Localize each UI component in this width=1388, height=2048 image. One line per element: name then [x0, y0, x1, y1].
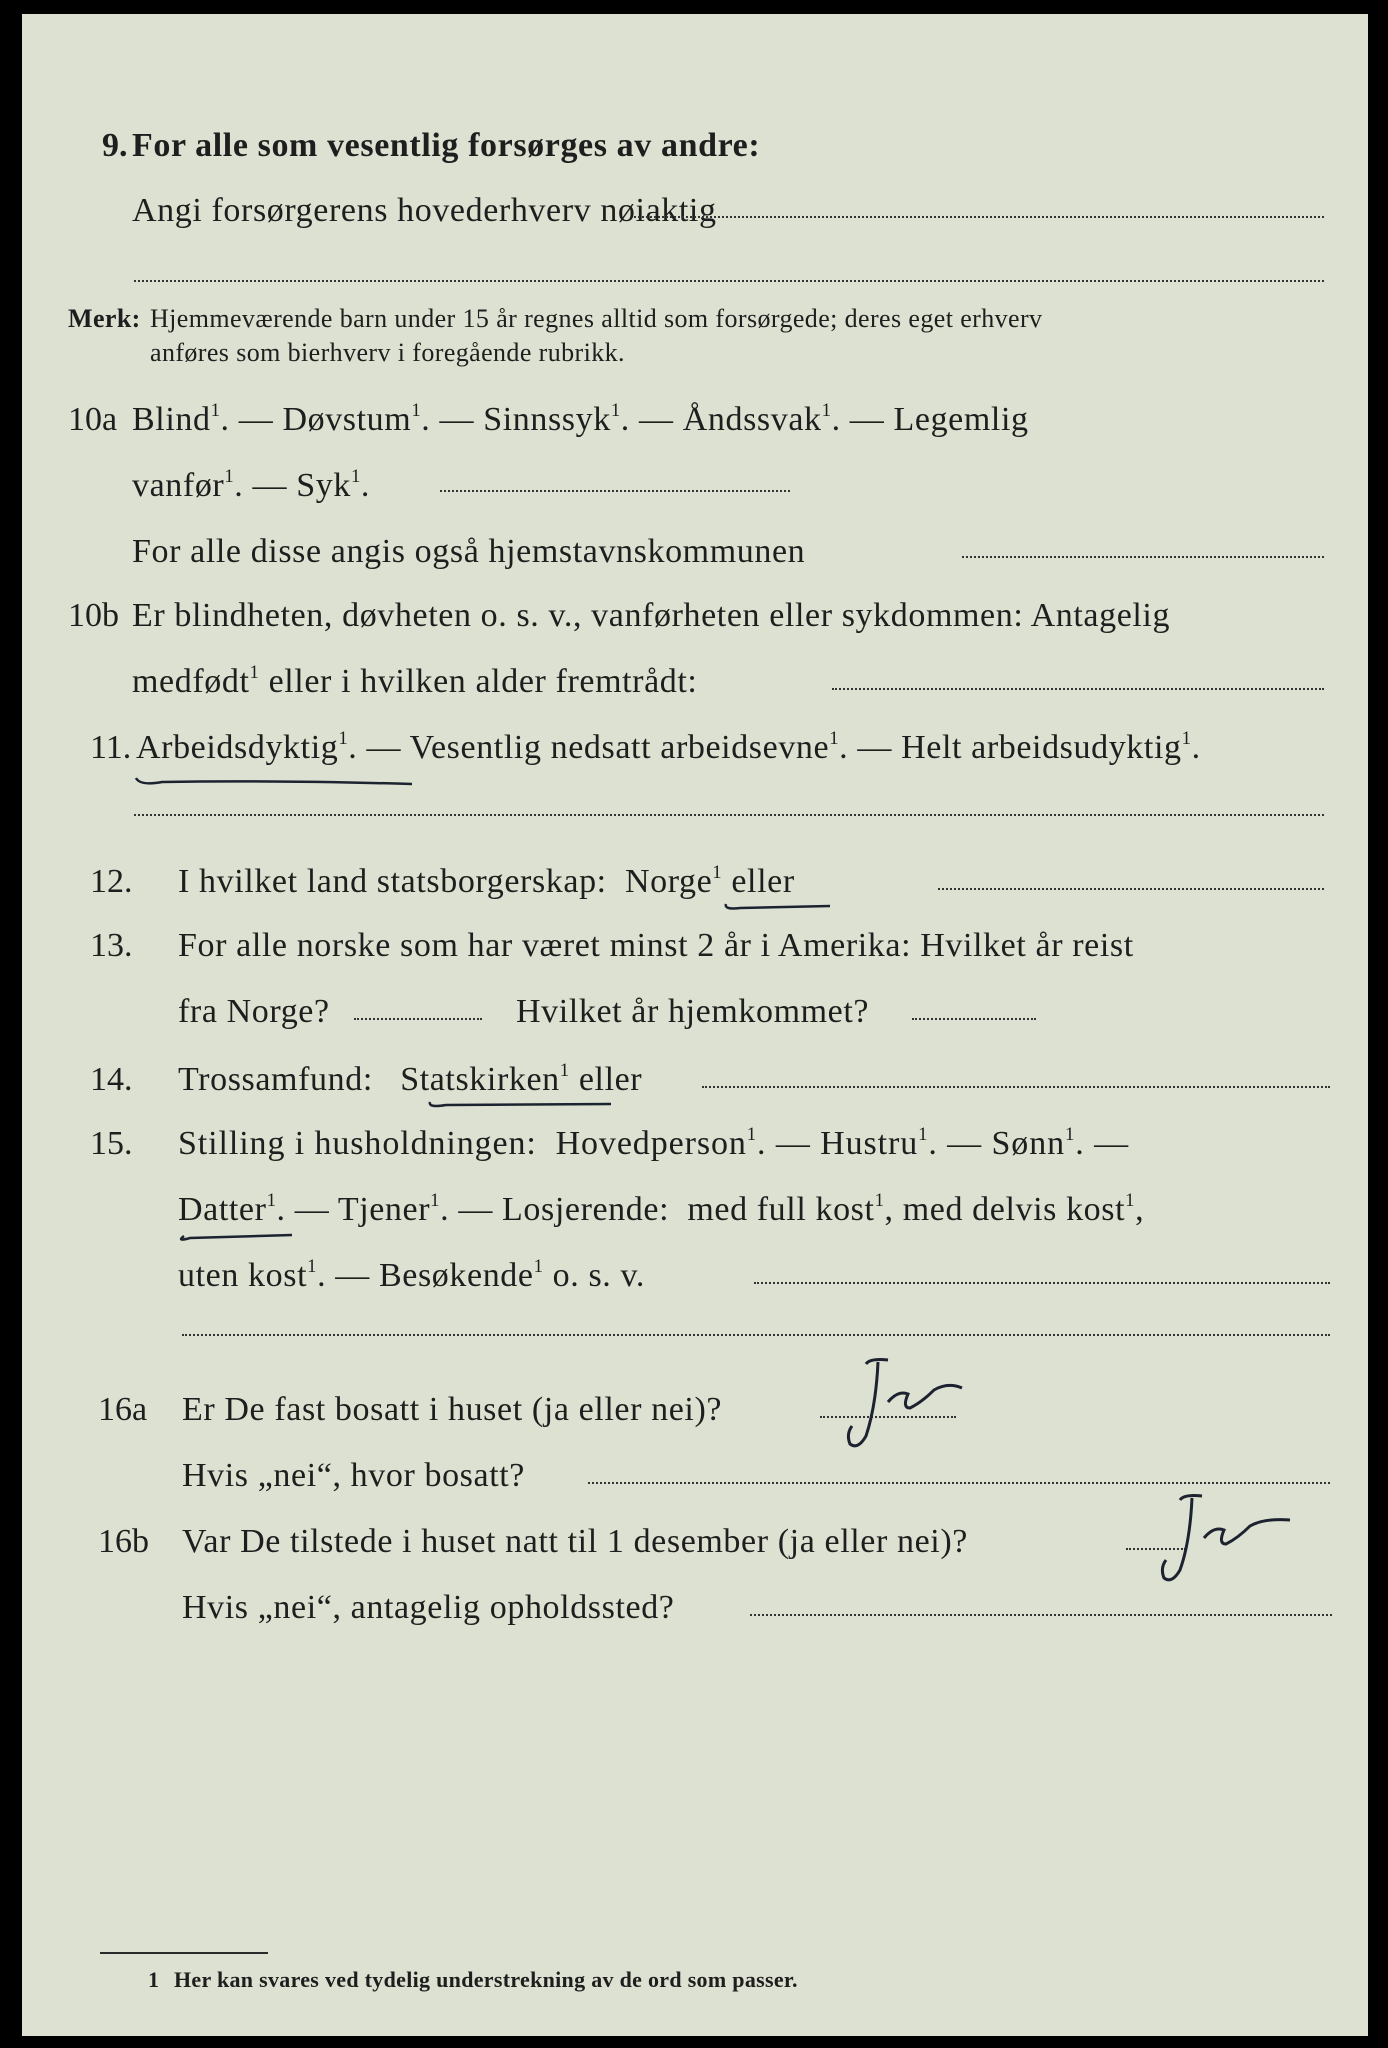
q13-line1: For alle norske som har været minst 2 år i Amerika: Hvilket år reist [178, 927, 1134, 964]
q10b-answer-line[interactable] [832, 688, 1324, 690]
q10a-number: 10a [68, 401, 118, 438]
q13-reist-line[interactable] [354, 1018, 482, 1020]
q13-hjemkommet-line[interactable] [912, 1018, 1036, 1020]
census-form-page [22, 14, 1368, 2036]
footnote-text: Her kan svares ved tydelig understrekning av de ord som passer. [174, 1967, 798, 1992]
option-medfodt[interactable]: medfødt [132, 663, 250, 700]
option-delvis-kost[interactable]: med delvis kost [902, 1191, 1126, 1228]
option-datter[interactable]: Datter [178, 1191, 267, 1228]
footnote-mark: 1 [148, 1967, 160, 1992]
option-sonn[interactable]: Sønn [991, 1125, 1065, 1162]
option-besokende[interactable]: Besøkende [379, 1257, 534, 1294]
q16b-number: 16b [98, 1523, 149, 1560]
q16a-handwritten-answer [822, 1346, 972, 1456]
merk-line1: Hjemmeværende barn under 15 år regnes alltid som forsørgede; deres eget erhverv [150, 304, 1043, 333]
q15-line3: uten kost$^1$. — Besøkende$^1$ o. s. v. [178, 1255, 645, 1294]
option-statskirken[interactable]: Statskirken [400, 1061, 560, 1098]
q15-line2: Datter$^1$. — Tjener$^1$. — Losjerende: med full kost$^1$, med delvis kost$^1$, [178, 1189, 1145, 1228]
q12-line: I hvilket land statsborgerskap: Norge$^1$ eller [178, 861, 795, 900]
q11-line: Arbeidsdyktig$^1$. — Vesentlig nedsatt arbeidsevne$^1$. — Helt arbeidsudyktig$^1$. [136, 727, 1201, 766]
q12-number: 12. [90, 863, 133, 900]
q16a-line2: Hvis „nei“, hvor bosatt? [182, 1457, 525, 1494]
q16b-handwritten-answer [1132, 1484, 1302, 1594]
option-hustru[interactable]: Hustru [820, 1125, 919, 1162]
underline-datter-mark [172, 1222, 302, 1246]
q15-number: 15. [90, 1125, 133, 1162]
q16b-line2: Hvis „nei“, antagelig opholdssted? [182, 1589, 675, 1626]
q9-answer-line[interactable] [634, 216, 1324, 218]
option-syk[interactable]: Syk [296, 467, 351, 504]
underline-statskirken-mark [426, 1092, 626, 1114]
q15-answer-line[interactable] [754, 1282, 1330, 1284]
q9-line1: For alle som vesentlig forsørges av andre: [132, 127, 761, 164]
q10a-line2: vanfør$^1$. — Syk$^1$. [132, 465, 370, 504]
q9-number: 9. [102, 127, 128, 164]
q12-answer-line[interactable] [938, 888, 1324, 890]
option-norge[interactable]: Norge [624, 863, 713, 900]
q11-answer-line[interactable] [134, 814, 1324, 816]
underline-norge-mark [720, 894, 840, 916]
q10b-number: 10b [68, 597, 119, 634]
option-hovedperson[interactable]: Hovedperson [555, 1125, 747, 1162]
q15-line1: Stilling i husholdningen: Hovedperson$^1$. — Hustru$^1$. — Sønn$^1$. — [178, 1123, 1129, 1162]
q15-answer-line-2[interactable] [182, 1334, 1330, 1336]
q13-line2b: Hvilket år hjemkommet? [516, 993, 870, 1030]
q14-answer-line[interactable] [702, 1086, 1330, 1088]
q11-number: 11. [90, 729, 132, 766]
q14-line: Trossamfund: Statskirken$^1$ eller [178, 1059, 643, 1098]
q10a-answer-line[interactable] [440, 490, 790, 492]
option-vanfor[interactable]: vanfør [132, 467, 225, 504]
option-blind[interactable]: Blind [132, 401, 211, 438]
underline-arbeidsdyktig-mark [132, 760, 422, 790]
q16b-line1: Var De tilstede i huset natt til 1 desember (ja eller nei)? [182, 1523, 968, 1560]
q9-line2: Angi forsørgerens hovederhverv nøiaktig [132, 192, 717, 229]
q10a-line1: Blind$^1$. — Døvstum$^1$. — Sinnssyk$^1$. — Åndssvak$^1$. — Legemlig [132, 399, 1029, 438]
q10b-line1: Er blindheten, døvheten o. s. v., vanførheten eller sykdommen: Antagelig [132, 597, 1171, 634]
option-nedsatt[interactable]: Vesentlig nedsatt arbeidsevne [409, 729, 830, 766]
q9-answer-line-2[interactable] [134, 280, 1324, 282]
q16a-number: 16a [98, 1391, 148, 1428]
q16a-line1: Er De fast bosatt i huset (ja eller nei)? [182, 1391, 723, 1428]
merk-label: Merk: [68, 304, 141, 333]
option-full-kost[interactable]: med full kost [687, 1191, 875, 1228]
q13-line2a: fra Norge? [178, 993, 330, 1030]
option-andssvak[interactable]: Åndssvak [682, 401, 822, 438]
merk-line2: anføres som bierhverv i foregående rubrikk. [150, 338, 625, 367]
option-dovstum[interactable]: Døvstum [282, 401, 412, 438]
option-arbeidsdyktig[interactable]: Arbeidsdyktig [136, 729, 339, 766]
option-legemlig[interactable]: Legemlig [893, 401, 1029, 438]
q14-number: 14. [90, 1061, 133, 1098]
q10a-hjemstavn-line[interactable] [962, 556, 1324, 558]
q10a-line3: For alle disse angis også hjemstavnskommunen [132, 533, 806, 570]
option-udyktig[interactable]: Helt arbeidsudyktig [901, 729, 1182, 766]
option-uten-kost[interactable]: uten kost [178, 1257, 308, 1294]
option-tjener[interactable]: Tjener [337, 1191, 431, 1228]
q13-number: 13. [90, 927, 133, 964]
q10b-line2: medfødt$^1$ eller i hvilken alder fremtrådt: [132, 661, 698, 700]
q16b-opholdssted-line[interactable] [750, 1614, 1332, 1616]
option-sinnssyk[interactable]: Sinnssyk [483, 401, 611, 438]
footnote-rule [100, 1952, 268, 1954]
